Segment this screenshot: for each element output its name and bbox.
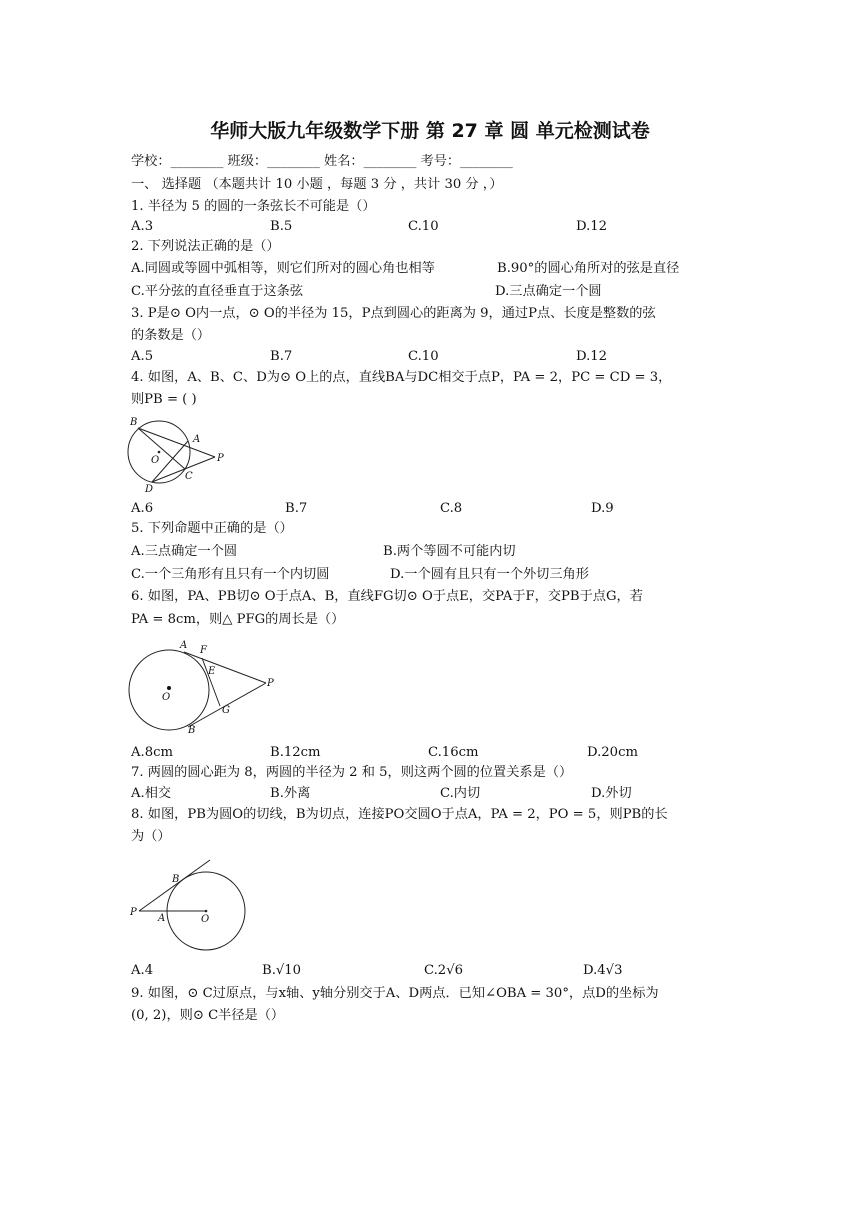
question-6-option-d: D.20cm	[587, 745, 638, 760]
question-7-stem: 7. 两圆的圆心距为 8，两圆的半径为 2 和 5，则这两个圆的位置关系是（）	[131, 765, 573, 780]
question-8-option-c: C.2√6	[424, 963, 463, 978]
question-6-option-b: B.12cm	[270, 745, 321, 760]
label-o: O	[151, 455, 160, 466]
question-1-option-a: A.3	[131, 219, 154, 234]
center-dot-o	[205, 910, 208, 913]
question-1-stem: 1. 半径为 5 的圆的一条弦长不可能是（）	[131, 199, 376, 214]
question-7-option-c: C.内切	[440, 786, 481, 801]
label-a: A	[180, 640, 188, 651]
question-8-stem-line1: 8. 如图，PB为圆O的切线，B为切点，连接PO交圆O于点A，PA = 2，PO = 5，则PB的长	[131, 807, 668, 822]
question-3-option-d: D.12	[576, 349, 608, 364]
question-6-stem-line2: PA = 8cm，则△ PFG的周长是（）	[131, 612, 345, 627]
question-5-option-d: D.一个圆有且只有一个外切三角形	[390, 567, 589, 582]
tangent-pb	[139, 860, 210, 911]
label-p: P	[130, 907, 137, 918]
label-o: O	[201, 914, 210, 925]
question-7-option-d: D.外切	[591, 786, 632, 801]
question-1-option-d: D.12	[576, 219, 608, 234]
question-8-stem-line2: 为（）	[131, 829, 171, 844]
question-3-stem-line1: 3. P是⊙ O内一点，⊙ O的半径为 15，P点到圆心的距离为 9，通过P点、长度是整数的弦	[131, 306, 656, 321]
label-b: B	[188, 725, 196, 736]
label-b: B	[130, 417, 138, 428]
question-6-option-c: C.16cm	[428, 745, 479, 760]
label-a: A	[158, 913, 166, 924]
question-8-figure	[125, 856, 250, 956]
question-4-figure	[125, 414, 235, 496]
question-3-option-b: B.7	[270, 349, 293, 364]
question-4-option-a: A.6	[131, 501, 154, 516]
header-fields: 学校：________ 班级：________ 姓名：________ 考号：________	[131, 154, 513, 169]
question-2-option-b: B.90°的圆心角所对的弦是直径	[497, 261, 680, 276]
question-7-option-a: A.相交	[131, 786, 172, 801]
question-2-option-c: C.平分弦的直径垂直于这条弦	[131, 284, 304, 299]
question-4-option-c: C.8	[440, 501, 463, 516]
question-7-option-b: B.外离	[270, 786, 311, 801]
label-p: P	[267, 678, 274, 689]
question-5-stem: 5. 下列命题中正确的是（）	[131, 521, 293, 536]
section-heading: 一、 选择题 （本题共计 10 小题 ，每题 3 分 ，共计 30 分 ，）	[131, 177, 503, 192]
question-5-option-b: B.两个等圆不可能内切	[383, 544, 516, 559]
question-5-option-c: C.一个三角形有且只有一个内切圆	[131, 567, 330, 582]
line-dc-p	[152, 457, 215, 482]
label-p: P	[217, 453, 224, 464]
label-o: O	[162, 692, 171, 703]
question-1-option-c: C.10	[408, 219, 439, 234]
center-dot-o	[158, 451, 161, 454]
question-6-stem-line1: 6. 如图，PA、PB切⊙ O于点A、B，直线FG切⊙ O于点E，交PA于F，交PB于点G，若	[131, 589, 643, 604]
question-9-stem-line2: (0, 2)，则⊙ C半径是（）	[131, 1008, 285, 1023]
question-1-option-b: B.5	[270, 219, 293, 234]
question-3-option-a: A.5	[131, 349, 154, 364]
label-c: C	[185, 471, 193, 482]
question-4-option-b: B.7	[285, 501, 308, 516]
label-a: A	[193, 434, 201, 445]
question-9-stem-line1: 9. 如图，⊙ C过原点，与x轴、y轴分别交于A、D两点．已知∠OBA = 30°，点D的坐标为	[131, 986, 659, 1001]
question-3-option-c: C.10	[408, 349, 439, 364]
question-3-stem-line2: 的条数是（）	[131, 328, 211, 343]
center-dot-o	[167, 686, 171, 690]
question-4-option-d: D.9	[591, 501, 614, 516]
question-8-option-a: A.4	[131, 963, 154, 978]
question-8-option-b: B.√10	[262, 963, 302, 978]
question-6-figure	[124, 636, 284, 740]
question-6-option-a: A.8cm	[131, 745, 173, 760]
question-8-option-d: D.4√3	[583, 963, 623, 978]
label-d: D	[145, 484, 154, 495]
label-e: E	[208, 666, 216, 677]
question-2-stem: 2. 下列说法正确的是（）	[131, 239, 280, 254]
chord-bc	[138, 428, 185, 469]
question-5-option-a: A.三点确定一个圆	[131, 544, 238, 559]
label-f: F	[200, 645, 207, 656]
question-2-option-a: A.同圆或等圆中弧相等，则它们所对的圆心角也相等	[131, 261, 435, 276]
question-4-stem-line2: 则PB = ( )	[131, 392, 197, 407]
tangent-pa	[184, 652, 266, 683]
question-2-option-d: D.三点确定一个圆	[495, 284, 602, 299]
exam-title: 华师大版九年级数学下册 第 27 章 圆 单元检测试卷	[210, 120, 650, 142]
label-b: B	[172, 874, 180, 885]
line-ba-p	[138, 428, 215, 457]
question-4-stem-line1: 4. 如图，A、B、C、D为⊙ O上的点，直线BA与DC相交于点P，PA = 2，PC = CD = 3，	[131, 370, 672, 385]
label-g: G	[222, 705, 230, 716]
